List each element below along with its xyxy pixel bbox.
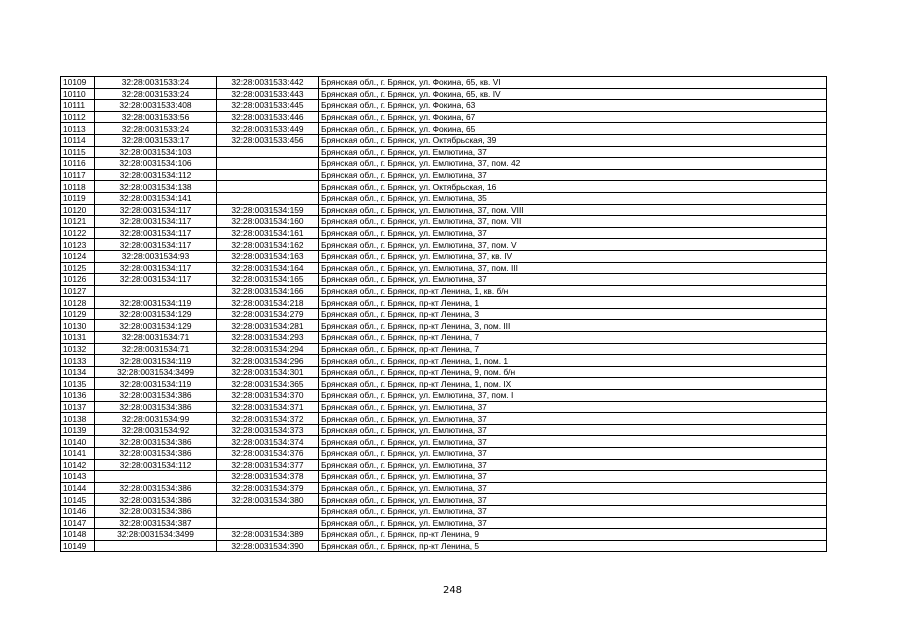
parent-cadastral-number-cell: 32:28:0031534:106 [95,158,217,170]
table-row [61,366,827,378]
table-row [61,204,827,216]
address-cell: Брянская обл., г. Брянск, пр-кт Ленина, 5 [319,540,827,552]
address-cell: Брянская обл., г. Брянск, ул. Емлютина, 37 [319,401,827,413]
cadastral-number-cell: 32:28:0031534:162 [217,239,319,251]
cadastral-number-cell: 32:28:0031534:365 [217,378,319,390]
row-number-cell: 10148 [61,529,95,541]
parent-cadastral-number-cell: 32:28:0031533:24 [95,77,217,89]
parent-cadastral-number-cell: 32:28:0031534:119 [95,297,217,309]
row-number-cell: 10141 [61,448,95,460]
table-row [61,540,827,552]
address-cell: Брянская обл., г. Брянск, ул. Октябрьская, 16 [319,181,827,193]
row-number-cell: 10131 [61,332,95,344]
address-cell: Брянская обл., г. Брянск, пр-кт Ленина, 1, пом. 1 [319,355,827,367]
table-row [61,227,827,239]
address-cell: Брянская обл., г. Брянск, ул. Фокина, 63 [319,100,827,112]
row-number-cell: 10115 [61,146,95,158]
table-row [61,192,827,204]
table-row [61,158,827,170]
row-number-cell: 10140 [61,436,95,448]
cadastral-number-cell [217,505,319,517]
address-cell: Брянская обл., г. Брянск, пр-кт Ленина, 9 [319,529,827,541]
address-cell: Брянская обл., г. Брянск, пр-кт Ленина, 7 [319,332,827,344]
table-row [61,494,827,506]
table-row [61,146,827,158]
address-cell: Брянская обл., г. Брянск, ул. Емлютина, 35 [319,192,827,204]
table-row [61,285,827,297]
table-row [61,134,827,146]
row-number-cell: 10134 [61,366,95,378]
address-cell: Брянская обл., г. Брянск, ул. Фокина, 65 [319,123,827,135]
row-number-cell: 10139 [61,424,95,436]
cadastral-number-cell: 32:28:0031534:161 [217,227,319,239]
cadastral-number-cell: 32:28:0031534:377 [217,459,319,471]
parent-cadastral-number-cell: 32:28:0031534:92 [95,424,217,436]
table-row [61,239,827,251]
cadastral-number-cell: 32:28:0031534:390 [217,540,319,552]
row-number-cell: 10118 [61,181,95,193]
cadastral-number-cell: 32:28:0031533:446 [217,111,319,123]
parent-cadastral-number-cell [95,285,217,297]
row-number-cell: 10119 [61,192,95,204]
address-cell: Брянская обл., г. Брянск, ул. Емлютина, 37 [319,227,827,239]
table-row [61,390,827,402]
cadastral-number-cell [217,158,319,170]
cadastral-number-cell: 32:28:0031534:371 [217,401,319,413]
page-number: 248 [442,585,463,596]
address-cell: Брянская обл., г. Брянск, ул. Емлютина, 37, пом. V [319,239,827,251]
cadastral-number-cell: 32:28:0031533:456 [217,134,319,146]
parent-cadastral-number-cell: 32:28:0031534:112 [95,169,217,181]
parent-cadastral-number-cell: 32:28:0031534:117 [95,274,217,286]
row-number-cell: 10114 [61,134,95,146]
row-number-cell: 10132 [61,343,95,355]
parent-cadastral-number-cell [95,471,217,483]
table-row [61,123,827,135]
row-number-cell: 10137 [61,401,95,413]
cadastral-number-cell: 32:28:0031534:166 [217,285,319,297]
cadastral-number-cell: 32:28:0031534:370 [217,390,319,402]
row-number-cell: 10133 [61,355,95,367]
table-row [61,77,827,89]
row-number-cell: 10125 [61,262,95,274]
address-cell: Брянская обл., г. Брянск, ул. Емлютина, 37, пом. VIII [319,204,827,216]
address-cell: Брянская обл., г. Брянск, ул. Емлютина, 37, пом. I [319,390,827,402]
cadastral-number-cell: 32:28:0031534:380 [217,494,319,506]
cadastral-number-cell: 32:28:0031534:281 [217,320,319,332]
cadastral-number-cell: 32:28:0031534:301 [217,366,319,378]
table-row [61,471,827,483]
parent-cadastral-number-cell: 32:28:0031534:129 [95,308,217,320]
row-number-cell: 10124 [61,250,95,262]
row-number-cell: 10128 [61,297,95,309]
row-number-cell: 10109 [61,77,95,89]
parent-cadastral-number-cell: 32:28:0031534:141 [95,192,217,204]
address-cell: Брянская обл., г. Брянск, ул. Фокина, 65, кв. IV [319,88,827,100]
cadastral-number-cell: 32:28:0031534:279 [217,308,319,320]
cadastral-number-cell: 32:28:0031534:378 [217,471,319,483]
address-cell: Брянская обл., г. Брянск, пр-кт Ленина, 9, пом. б/н [319,366,827,378]
cadastral-number-cell: 32:28:0031533:442 [217,77,319,89]
table-row [61,250,827,262]
address-cell: Брянская обл., г. Брянск, ул. Емлютина, 37 [319,494,827,506]
table-row [61,274,827,286]
table-row [61,436,827,448]
table-row [61,262,827,274]
table-row [61,332,827,344]
parent-cadastral-number-cell: 32:28:0031534:71 [95,343,217,355]
address-cell: Брянская обл., г. Брянск, ул. Емлютина, 37, пом. III [319,262,827,274]
cadastral-number-cell: 32:28:0031534:389 [217,529,319,541]
cadastral-number-cell: 32:28:0031533:445 [217,100,319,112]
table-row [61,378,827,390]
parent-cadastral-number-cell: 32:28:0031534:117 [95,204,217,216]
table-row [61,88,827,100]
row-number-cell: 10116 [61,158,95,170]
address-cell: Брянская обл., г. Брянск, ул. Октябрьская, 39 [319,134,827,146]
row-number-cell: 10149 [61,540,95,552]
registry-table [60,76,827,552]
parent-cadastral-number-cell: 32:28:0031534:112 [95,459,217,471]
table-row [61,448,827,460]
row-number-cell: 10138 [61,413,95,425]
address-cell: Брянская обл., г. Брянск, ул. Емлютина, 37 [319,413,827,425]
table-row [61,517,827,529]
address-cell: Брянская обл., г. Брянск, ул. Емлютина, 37 [319,448,827,460]
cadastral-number-cell: 32:28:0031534:372 [217,413,319,425]
address-cell: Брянская обл., г. Брянск, ул. Емлютина, 37 [319,436,827,448]
parent-cadastral-number-cell: 32:28:0031533:24 [95,88,217,100]
cadastral-number-cell: 32:28:0031534:374 [217,436,319,448]
cadastral-number-cell: 32:28:0031534:159 [217,204,319,216]
cadastral-number-cell: 32:28:0031534:373 [217,424,319,436]
table-row [61,181,827,193]
table-row [61,308,827,320]
table-row [61,505,827,517]
cadastral-number-cell: 32:28:0031534:376 [217,448,319,460]
cadastral-number-cell: 32:28:0031534:296 [217,355,319,367]
table-row [61,424,827,436]
row-number-cell: 10135 [61,378,95,390]
parent-cadastral-number-cell: 32:28:0031534:386 [95,436,217,448]
address-cell: Брянская обл., г. Брянск, пр-кт Ленина, 3, пом. III [319,320,827,332]
parent-cadastral-number-cell: 32:28:0031534:117 [95,227,217,239]
cadastral-number-cell: 32:28:0031533:449 [217,123,319,135]
parent-cadastral-number-cell: 32:28:0031534:138 [95,181,217,193]
table-row [61,343,827,355]
row-number-cell: 10142 [61,459,95,471]
parent-cadastral-number-cell: 32:28:0031534:386 [95,390,217,402]
row-number-cell: 10120 [61,204,95,216]
parent-cadastral-number-cell: 32:28:0031534:387 [95,517,217,529]
table-row [61,459,827,471]
row-number-cell: 10130 [61,320,95,332]
cadastral-number-cell [217,181,319,193]
table-row [61,297,827,309]
parent-cadastral-number-cell: 32:28:0031534:119 [95,355,217,367]
address-cell: Брянская обл., г. Брянск, пр-кт Ленина, 1 [319,297,827,309]
parent-cadastral-number-cell: 32:28:0031534:71 [95,332,217,344]
parent-cadastral-number-cell: 32:28:0031534:99 [95,413,217,425]
parent-cadastral-number-cell: 32:28:0031534:117 [95,262,217,274]
row-number-cell: 10113 [61,123,95,135]
table-row [61,413,827,425]
row-number-cell: 10121 [61,216,95,228]
parent-cadastral-number-cell: 32:28:0031534:386 [95,482,217,494]
parent-cadastral-number-cell: 32:28:0031534:129 [95,320,217,332]
row-number-cell: 10147 [61,517,95,529]
row-number-cell: 10143 [61,471,95,483]
registry-table-body [61,77,827,552]
parent-cadastral-number-cell: 32:28:0031534:103 [95,146,217,158]
cadastral-number-cell [217,517,319,529]
address-cell: Брянская обл., г. Брянск, ул. Емлютина, 37 [319,482,827,494]
row-number-cell: 10126 [61,274,95,286]
row-number-cell: 10144 [61,482,95,494]
address-cell: Брянская обл., г. Брянск, ул. Емлютина, 37 [319,471,827,483]
row-number-cell: 10145 [61,494,95,506]
table-row [61,320,827,332]
cadastral-number-cell: 32:28:0031534:160 [217,216,319,228]
row-number-cell: 10127 [61,285,95,297]
address-cell: Брянская обл., г. Брянск, ул. Емлютина, 37, пом. VII [319,216,827,228]
cadastral-number-cell: 32:28:0031534:163 [217,250,319,262]
parent-cadastral-number-cell: 32:28:0031534:117 [95,239,217,251]
parent-cadastral-number-cell: 32:28:0031534:93 [95,250,217,262]
address-cell: Брянская обл., г. Брянск, ул. Емлютина, 37 [319,146,827,158]
address-cell: Брянская обл., г. Брянск, ул. Емлютина, 37 [319,424,827,436]
cadastral-number-cell: 32:28:0031534:165 [217,274,319,286]
row-number-cell: 10123 [61,239,95,251]
cadastral-number-cell [217,192,319,204]
parent-cadastral-number-cell: 32:28:0031533:408 [95,100,217,112]
cadastral-number-cell: 32:28:0031534:164 [217,262,319,274]
parent-cadastral-number-cell: 32:28:0031533:24 [95,123,217,135]
cadastral-number-cell: 32:28:0031534:218 [217,297,319,309]
address-cell: Брянская обл., г. Брянск, ул. Емлютина, 37, кв. IV [319,250,827,262]
table-row [61,100,827,112]
address-cell: Брянская обл., г. Брянск, ул. Фокина, 67 [319,111,827,123]
cadastral-number-cell: 32:28:0031534:293 [217,332,319,344]
parent-cadastral-number-cell: 32:28:0031533:17 [95,134,217,146]
table-row [61,216,827,228]
address-cell: Брянская обл., г. Брянск, пр-кт Ленина, 1, пом. IX [319,378,827,390]
address-cell: Брянская обл., г. Брянск, ул. Емлютина, 37 [319,274,827,286]
parent-cadastral-number-cell: 32:28:0031534:386 [95,494,217,506]
address-cell: Брянская обл., г. Брянск, ул. Фокина, 65, кв. VI [319,77,827,89]
address-cell: Брянская обл., г. Брянск, ул. Емлютина, 37 [319,459,827,471]
cadastral-number-cell: 32:28:0031534:294 [217,343,319,355]
address-cell: Брянская обл., г. Брянск, пр-кт Ленина, 7 [319,343,827,355]
row-number-cell: 10110 [61,88,95,100]
table-row [61,401,827,413]
cadastral-number-cell: 32:28:0031533:443 [217,88,319,100]
parent-cadastral-number-cell [95,540,217,552]
table-row [61,529,827,541]
address-cell: Брянская обл., г. Брянск, ул. Емлютина, 37 [319,517,827,529]
row-number-cell: 10129 [61,308,95,320]
address-cell: Брянская обл., г. Брянск, ул. Емлютина, 37 [319,169,827,181]
row-number-cell: 10146 [61,505,95,517]
table-row [61,355,827,367]
row-number-cell: 10136 [61,390,95,402]
table-row [61,111,827,123]
cadastral-number-cell: 32:28:0031534:379 [217,482,319,494]
address-cell: Брянская обл., г. Брянск, пр-кт Ленина, 3 [319,308,827,320]
parent-cadastral-number-cell: 32:28:0031533:56 [95,111,217,123]
table-row [61,482,827,494]
row-number-cell: 10112 [61,111,95,123]
parent-cadastral-number-cell: 32:28:0031534:3499 [95,529,217,541]
address-cell: Брянская обл., г. Брянск, ул. Емлютина, 37 [319,505,827,517]
parent-cadastral-number-cell: 32:28:0031534:386 [95,401,217,413]
address-cell: Брянская обл., г. Брянск, пр-кт Ленина, 1, кв. б/н [319,285,827,297]
parent-cadastral-number-cell: 32:28:0031534:386 [95,448,217,460]
parent-cadastral-number-cell: 32:28:0031534:3499 [95,366,217,378]
cadastral-number-cell [217,146,319,158]
cadastral-number-cell [217,169,319,181]
address-cell: Брянская обл., г. Брянск, ул. Емлютина, 37, пом. 42 [319,158,827,170]
parent-cadastral-number-cell: 32:28:0031534:386 [95,505,217,517]
parent-cadastral-number-cell: 32:28:0031534:117 [95,216,217,228]
row-number-cell: 10122 [61,227,95,239]
table-row [61,169,827,181]
parent-cadastral-number-cell: 32:28:0031534:119 [95,378,217,390]
row-number-cell: 10117 [61,169,95,181]
row-number-cell: 10111 [61,100,95,112]
